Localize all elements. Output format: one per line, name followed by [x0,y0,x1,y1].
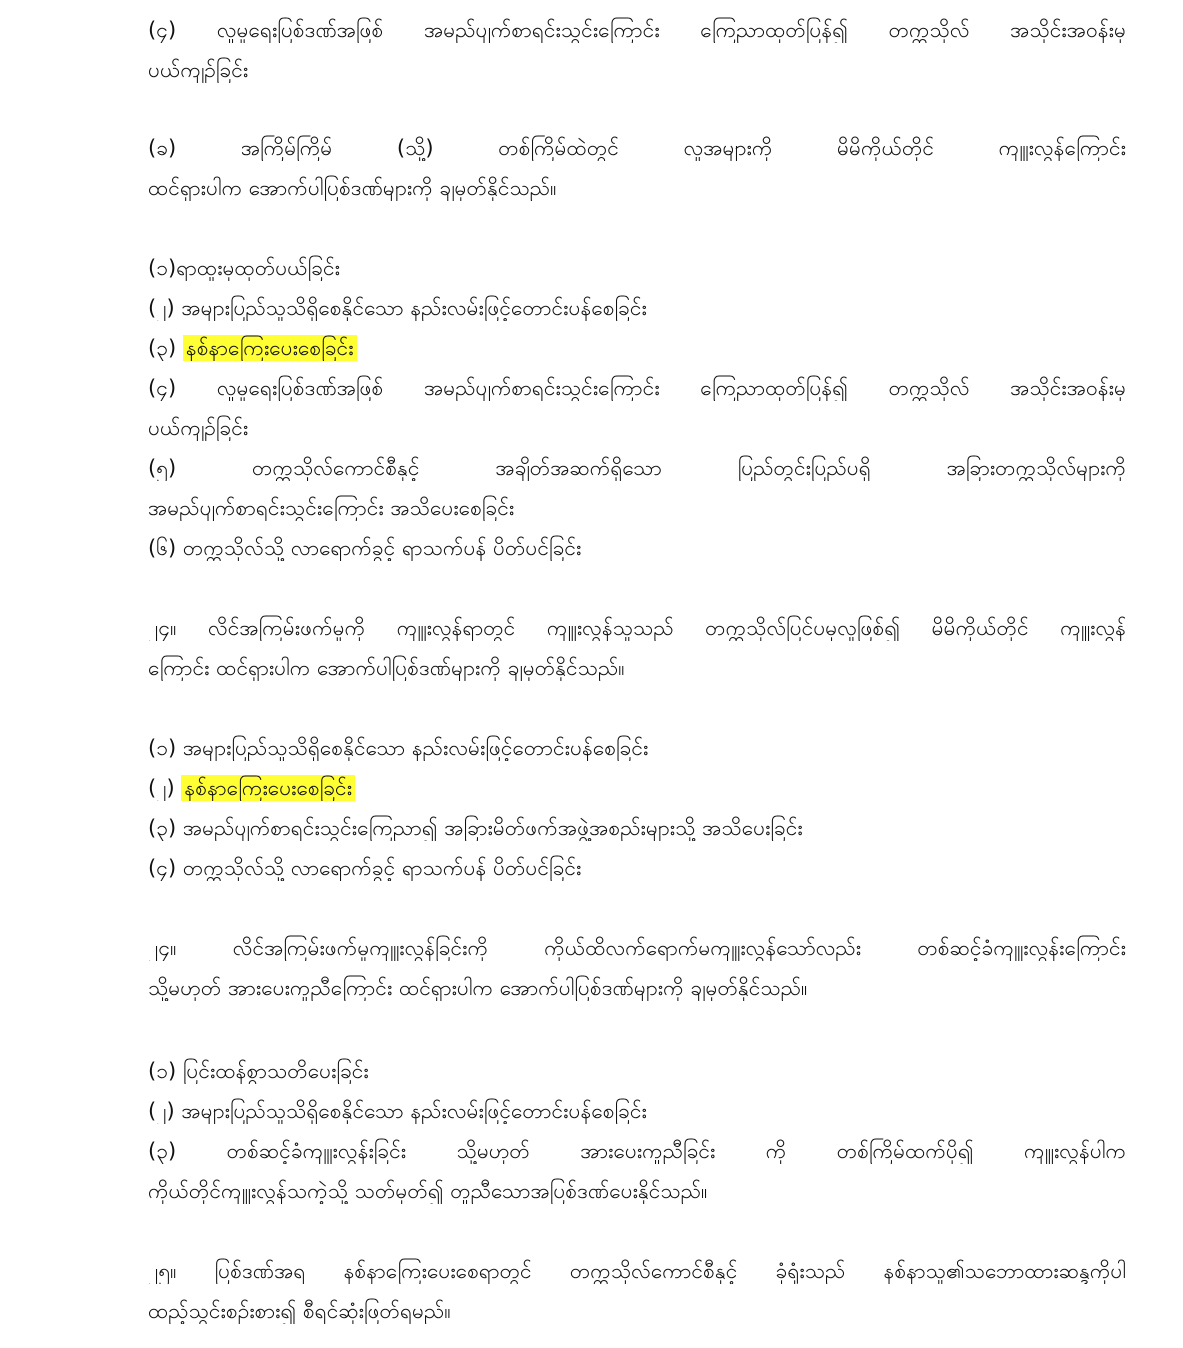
list-item: (၁) ပြင်းထန်စွာသတိပေးခြင်း [148,1059,369,1083]
list-item: (၅) တက္ကသိုလ်ကောင်စီနှင့် အချိတ်အဆက်ရှိသော ပြည်တွင်းပြည်ပရှိ အခြားတက္ကသိုလ်များကို [148,456,1126,480]
text-line: ၂၄။ လိင်အကြမ်းဖက်မှုကို ကျူးလွန်ရာတွင် ကျူးလွန်သူသည် တက္ကသိုလ်ပြင်ပမှလူဖြစ်၍ မိမိကိုယ်တိုင် ကျူးလွန် [148,616,1126,640]
list-item [148,335,1126,361]
text-line: ပယ်ကျဉ်ခြင်း [148,416,249,440]
list-item: (၂) အများပြည်သူသိရှိစေနိုင်သော နည်းလမ်းဖြင့်တောင်းပန်စေခြင်း [148,296,647,320]
text-line: ကိုယ်တိုင်ကျူးလွန်သကဲ့သို့ သတ်မှတ်၍ တူညီသောအပြစ်ဒဏ်ပေးနိုင်သည်။ [148,1179,708,1203]
list-item: (၄) လူမှုရေးပြစ်ဒဏ်အဖြစ် အမည်ပျက်စာရင်းသွင်းကြောင်း ကြေညာထုတ်ပြန်၍ တက္ကသိုလ် အသိုင်းအဝန်းမှ [148,376,1126,400]
list-item: (၄) တက္ကသိုလ်သို့ လာရောက်ခွင့် ရာသက်ပန် ပိတ်ပင်ခြင်း [148,856,582,880]
text-line: ထည့်သွင်းစဥ်းစား၍ စီရင်ဆုံးဖြတ်ရမည်။ [148,1299,451,1323]
text-line: အမည်ပျက်စာရင်းသွင်းကြောင်း အသိပေးစေခြင်း [148,496,515,520]
list-item: (၆) တက္ကသိုလ်သို့ လာရောက်ခွင့် ရာသက်ပန် ပိတ်ပင်ခြင်း [148,536,582,560]
text-line: ၂၄။ လိင်အကြမ်းဖက်မှုကျူးလွန်ခြင်းကို ကိုယ်ထိလက်ရောက်မကျူးလွန်သော်လည်း တစ်ဆင့်ခံကျူးလွန်းကြောင်း [148,936,1126,960]
highlighted-text: နစ်နာကြေးပေးစေခြင်း [181,775,355,801]
list-item: (၃) တစ်ဆင့်ခံကျူးလွန်းခြင်း သို့မဟုတ် အားပေးကူညီခြင်း ကို တစ်ကြိမ်ထက်ပို၍ ကျူးလွန်ပါက [148,1139,1126,1163]
list-item: (၁) အများပြည်သူသိရှိစေနိုင်သော နည်းလမ်းဖြင့်တောင်းပန်စေခြင်း [148,736,649,760]
list-item: (၃) အမည်ပျက်စာရင်းသွင်းကြေညာ၍ အခြားမိတ်ဖက်အဖွဲ့အစည်းများသို့ အသိပေးခြင်း [148,816,803,840]
list-number: (၂) [148,776,182,800]
list-item: (၂) အများပြည်သူသိရှိစေနိုင်သော နည်းလမ်းဖြင့်တောင်းပန်စေခြင်း [148,1099,647,1123]
text-line: ကြောင်း ထင်ရှားပါက အောက်ပါပြစ်ဒဏ်များကို ချမှတ်နိုင်သည်။ [148,656,625,680]
list-item [148,775,1126,801]
list-number: (၃) [148,336,183,360]
text-line: ၂၅။ ပြစ်ဒဏ်အရ နစ်နာကြေးပေးစေရာတွင် တက္ကသိုလ်ကောင်စီနှင့် ခုံရုံးသည် နစ်နာသူ၏သဘောထားဆန္ဒကိုပါ [148,1259,1126,1283]
text-line: (ခ) အကြိမ်ကြိမ် (သို့) တစ်ကြိမ်ထဲတွင် လူအများကို မိမိကိုယ်တိုင် ကျူးလွန်ကြောင်း [148,136,1126,160]
highlighted-text: နစ်နာကြေးပေးစေခြင်း [183,335,357,361]
text-line: (၄) လူမှုရေးပြစ်ဒဏ်အဖြစ် အမည်ပျက်စာရင်းသွင်းကြောင်း ကြေညာထုတ်ပြန်၍ တက္ကသိုလ် အသိုင်းအဝန်းမှ [148,18,1126,42]
text-line: ပယ်ကျဉ်ခြင်း [148,58,249,82]
text-line: သို့မဟုတ် အားပေးကူညီကြောင်း ထင်ရှားပါက အောက်ပါပြစ်ဒဏ်များကို ချမှတ်နိုင်သည်။ [148,976,808,1000]
list-item: (၁)ရာထူးမှထုတ်ပယ်ခြင်း [148,256,340,280]
text-line: ထင်ရှားပါက အောက်ပါပြစ်ဒဏ်များကို ချမှတ်နိုင်သည်။ [148,176,557,200]
